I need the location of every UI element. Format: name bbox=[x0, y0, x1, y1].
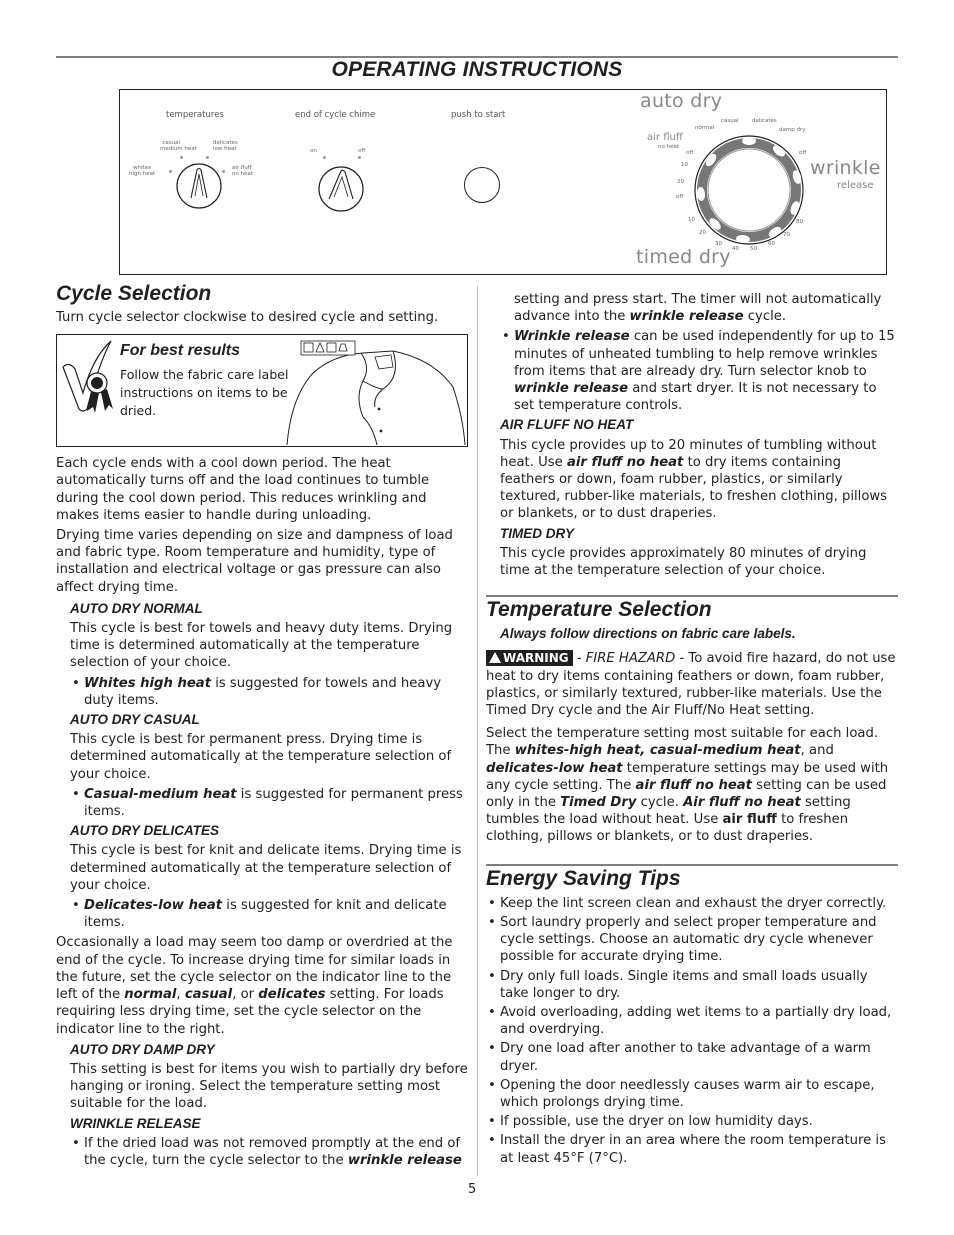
timed-30-label: 30 bbox=[715, 241, 722, 247]
chime-knob[interactable] bbox=[317, 165, 365, 213]
temperature-select-paragraph: Select the temperature setting most suitable for each load. The whites-high heat, casual-medium heat, and delicates-low heat temperature settings may be used with any cycle setting. The air fluff no heat setting can be used only in the Timed Dry cycle. Air fluff no heat setting tumbles the load without heat. Use air fluff to freshen clothing, pillows or blankets, or to dust draperies. bbox=[486, 726, 889, 845]
cooldown-paragraph: Each cycle ends with a cool down period. The heat automatically turns off and the load continues to tumble during the cool down period. This reduces wrinkling and makes items easier to handle during unloading. bbox=[56, 456, 430, 523]
timed-80-label: 80 bbox=[796, 219, 803, 225]
casual-bullet: • Casual-medium heat is suggested for permanent press items. bbox=[56, 786, 468, 820]
timed-60-label: 60 bbox=[768, 241, 775, 247]
list-item: • Sort laundry properly and select proper temperature and cycle settings. Choose an automatic dry cycle whenever possible for accurate drying time. bbox=[486, 914, 898, 966]
auto-dry-delicates-text: This cycle is best for knit and delicate items. Drying time is determined automatically at the temperature selection of your choice. bbox=[70, 843, 462, 893]
wrinkle-continued: setting and press start. The timer will not automatically advance into the wrinkle release cycle. bbox=[514, 292, 882, 325]
delicates-label: delicates bbox=[752, 118, 777, 124]
air-fluff-heading: AIR FLUFF NO HEAT bbox=[500, 417, 634, 433]
cycle-off-label-3: off bbox=[799, 150, 807, 156]
energy-saving-heading: Energy Saving Tips bbox=[486, 866, 681, 890]
wrinkle-label: wrinkle bbox=[810, 157, 881, 179]
list-item: • Install the dryer in an area where the room temperature is at least 45°F (7°C). bbox=[486, 1132, 898, 1166]
right-column bbox=[486, 291, 898, 1167]
wrinkle-release-heading: WRINKLE RELEASE bbox=[70, 1115, 201, 1131]
auto-dry-damp-heading: AUTO DRY DAMP DRY bbox=[70, 1041, 215, 1057]
occasionally-paragraph: Occasionally a load may seem too damp or overdried at the end of the cycle. To increase drying time for similar loads in the future, set the cycle selector on the indicator line to the left of the normal, casual, or delicates setting. For loads requiring less drying time, set the cycle selector on the indicator line to the right. bbox=[56, 935, 453, 1037]
list-item: • Keep the lint screen clean and exhaust the dryer correctly. bbox=[486, 895, 898, 912]
auto-10-label: 10 bbox=[681, 162, 688, 168]
air-fluff-label: air fluff bbox=[647, 132, 683, 143]
auto-20-label: 20 bbox=[677, 179, 684, 185]
damp-dry-label: damp dry bbox=[779, 127, 806, 133]
temp-delicates-label: delicates low heat bbox=[213, 140, 238, 152]
temp-rule bbox=[486, 595, 898, 597]
list-item: • Dry only full loads. Single items and small loads usually take longer to dry. bbox=[486, 968, 898, 1002]
push-to-start-label: push to start bbox=[451, 110, 506, 120]
auto-dry-casual-text: This cycle is best for permanent press. Drying time is determined automatically at the temperature selection of your choice. bbox=[70, 732, 452, 782]
list-item: • Dry one load after another to take advantage of a warm dryer. bbox=[486, 1040, 898, 1074]
list-item: • Opening the door needlessly causes warm air to escape, which prolongs drying time. bbox=[486, 1077, 898, 1111]
timed-40-label: 40 bbox=[732, 246, 739, 252]
auto-dry-normal-heading: AUTO DRY NORMAL bbox=[70, 600, 203, 616]
timed-dry-label: timed dry bbox=[636, 246, 731, 268]
timed-dry-text: This cycle provides approximately 80 minutes of drying time at the temperature selection of your choice. bbox=[500, 545, 867, 579]
wrinkle-bullet: • If the dried load was not removed promptly at the end of the cycle, turn the cycle selector to the wrinkle release bbox=[56, 1135, 468, 1169]
release-label: release bbox=[837, 180, 874, 191]
chime-on-label: on bbox=[310, 148, 317, 154]
best-results-box bbox=[56, 334, 468, 447]
cycle-intro: Turn cycle selector clockwise to desired cycle and setting. bbox=[56, 310, 439, 325]
left-column bbox=[56, 282, 468, 1169]
cycle-off-label-1: off bbox=[686, 150, 694, 156]
cycle-off-label-2: off bbox=[676, 194, 684, 200]
cycle-selector-knob[interactable] bbox=[693, 134, 805, 246]
timed-50-label: 50 bbox=[750, 246, 757, 252]
cycle-selection-heading: Cycle Selection bbox=[56, 282, 212, 305]
timed-70-label: 70 bbox=[783, 232, 790, 238]
checkmark-ribbon-icon bbox=[61, 339, 115, 419]
drying-time-paragraph: Drying time varies depending on size and dampness of load and fabric type. Room temperature and humidity, type of installation and electrical voltage or gas pressure can also affect drying time. bbox=[56, 528, 453, 595]
temperature-subheading: Always follow directions on fabric care labels. bbox=[500, 626, 796, 642]
column-divider bbox=[477, 286, 478, 1176]
start-button[interactable] bbox=[464, 167, 500, 203]
list-item: • If possible, use the dryer on low humidity days. bbox=[486, 1113, 898, 1130]
warning-badge: WARNING bbox=[486, 650, 573, 666]
auto-dry-normal-text: This cycle is best for towels and heavy duty items. Drying time is determined automatically at the temperature selection of your choice. bbox=[70, 621, 453, 671]
normal-label: normal bbox=[695, 125, 715, 131]
normal-bullet: • Whites high heat is suggested for towels and heavy duty items. bbox=[56, 675, 468, 709]
timed-dry-heading: TIMED DRY bbox=[500, 525, 575, 541]
auto-dry-delicates-heading: AUTO DRY DELICATES bbox=[70, 823, 220, 839]
casual-label: casual bbox=[721, 118, 739, 124]
no-heat-label: no heat bbox=[658, 144, 679, 150]
energy-rule bbox=[486, 864, 898, 866]
best-results-text: Follow the fabric care label instructions on items to be dried. bbox=[120, 367, 289, 419]
best-results-title: For best results bbox=[120, 342, 241, 360]
auto-dry-label: auto dry bbox=[640, 90, 723, 112]
control-panel-illustration bbox=[119, 89, 887, 275]
temp-casual-label: casual medium heat bbox=[160, 140, 197, 152]
temperatures-label: temperatures bbox=[166, 110, 224, 120]
warning-triangle-icon bbox=[489, 652, 501, 663]
chime-label: end of cycle chime bbox=[295, 110, 376, 120]
wrinkle-release-bullet: • Wrinkle release can be used independently for up to 15 minutes of unheated tumbling to help remove wrinkles from items that are already dry. Turn selector knob to wrinkle release and start dryer. It is not necessary to set temperature controls. bbox=[486, 328, 898, 414]
warning-paragraph: WARNING - FIRE HAZARD - To avoid fire hazard, do not use heat to dry items containing feathers or down, foam rubber, plastics, or similarly textured, rubber-like materials. Use the Timed Dry cycle and the Air Fluff/No Heat setting. bbox=[486, 651, 896, 719]
auto-dry-damp-text: This setting is best for items you wish to partially dry before hanging or ironing. Select the temperature setting most suitable for the load. bbox=[70, 1061, 468, 1112]
temperature-selection-heading: Temperature Selection bbox=[486, 598, 712, 622]
chime-off-label: off bbox=[358, 148, 366, 154]
temperature-knob[interactable] bbox=[175, 162, 223, 210]
page-number: 5 bbox=[468, 1182, 477, 1197]
page-title: OPERATING INSTRUCTIONS bbox=[331, 58, 623, 81]
temp-airfluff-label: air fluff no heat bbox=[232, 165, 253, 177]
list-item: • Avoid overloading, adding wet items to a partially dry load, and overdrying. bbox=[486, 1004, 898, 1038]
temp-whites-label: whites high heat bbox=[129, 165, 156, 177]
timed-10-label: 10 bbox=[688, 217, 695, 223]
shirt-care-label-icon bbox=[283, 337, 467, 446]
timed-20-label: 20 bbox=[699, 230, 706, 236]
air-fluff-text: This cycle provides up to 20 minutes of tumbling without heat. Use air fluff no heat to dry items containing feathers or down, foam rubber, plastics, or similarly textured, rubber-like materials, to freshen clothing, pillows or blankets, or to dust draperies. bbox=[500, 437, 888, 522]
energy-tips-list bbox=[486, 895, 898, 1167]
delicates-bullet: • Delicates-low heat is suggested for knit and delicate items. bbox=[56, 897, 468, 931]
auto-dry-casual-heading: AUTO DRY CASUAL bbox=[70, 712, 200, 728]
